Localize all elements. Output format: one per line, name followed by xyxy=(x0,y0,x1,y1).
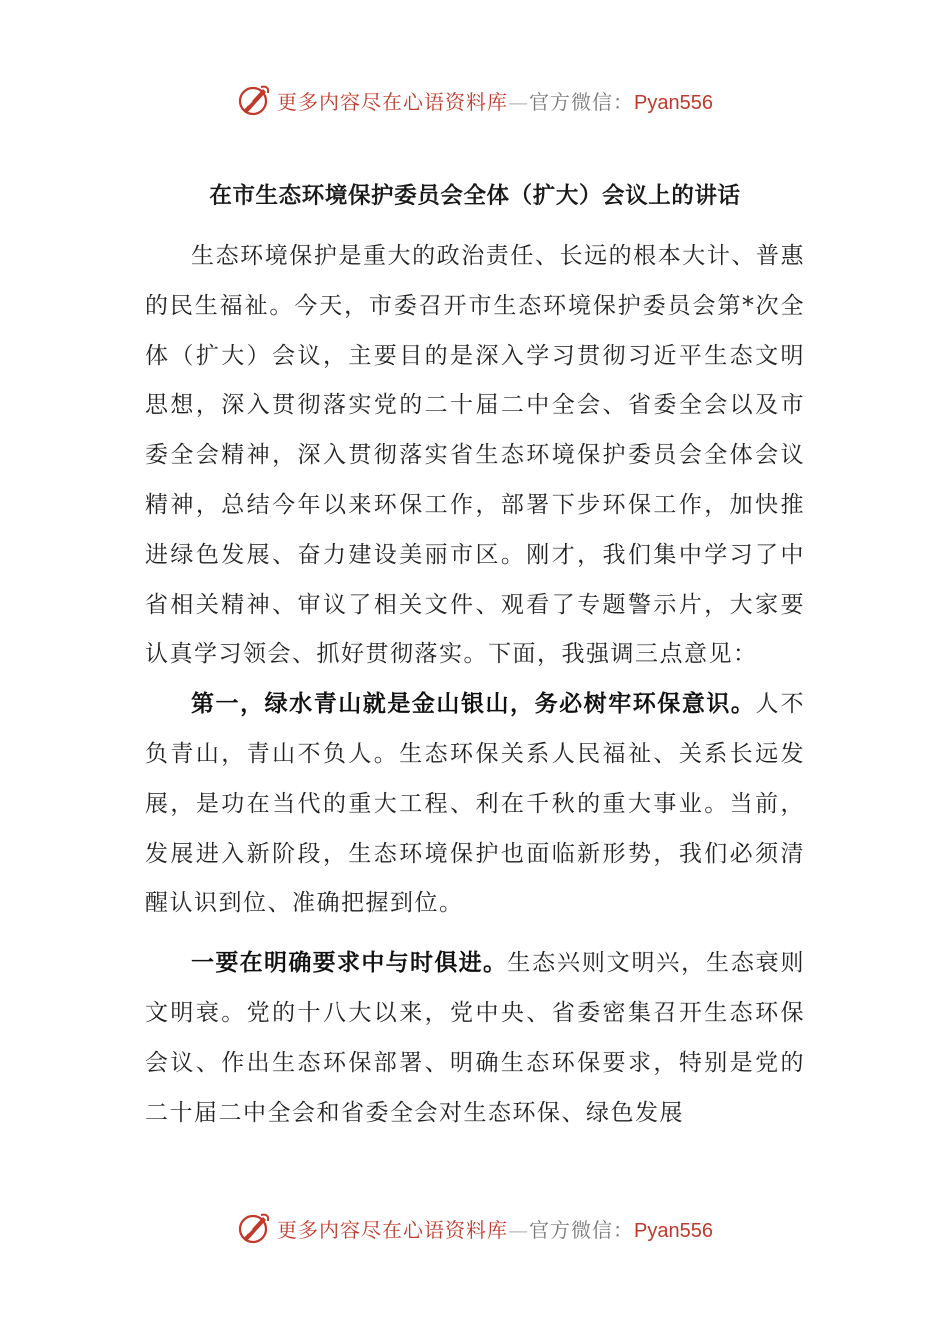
document-body xyxy=(145,232,805,1138)
document-title: 在市生态环境保护委员会全体（扩大）会议上的讲话 xyxy=(209,183,741,209)
watermark-header xyxy=(0,83,950,117)
paragraph-point-one: 第一，绿水青山就是金山银山，务必树牢环保意识。人不负青山，青山不负人。生态环保关系人民福祉、关系长远发展，是功在当代的重大工程、利在千秋的重大事业。当前，发展进入新阶段，生态环境保护也面临新形势，我们必须清醒认识到位、准确把握到位。 xyxy=(145,691,806,917)
paragraph-heading: 第一，绿水青山就是金山银山，务必树牢环保意识。 xyxy=(191,691,756,718)
paragraph-heading: 一要在明确要求中与时俱进。 xyxy=(191,950,508,977)
watermark-text: 更多内容尽在心语资料库—官方微信：Pyan556 xyxy=(277,89,713,114)
quill-logo-icon xyxy=(237,83,271,117)
paragraph-sub-point: 一要在明确要求中与时俱进。生态兴则文明兴，生态衰则文明衰。党的十八大以来，党中央、省委密集召开生态环保会议、作出生态环保部署、明确生态环保要求，特别是党的二十届二中全会和省委全会对生态环保、绿色发展 xyxy=(145,950,806,1126)
quill-logo-icon xyxy=(237,1211,271,1245)
watermark-text: 更多内容尽在心语资料库—官方微信：Pyan556 xyxy=(277,1217,713,1242)
watermark-footer xyxy=(0,1211,950,1245)
paragraph-intro: 生态环境保护是重大的政治责任、长远的根本大计、普惠的民生福祉。今天，市委召开市生态环境保护委员会第*次全体（扩大）会议，主要目的是深入学习贯彻习近平生态文明思想，深入贯彻落实党的二十届二中全会、省委全会以及市委全会精神，深入贯彻落实省生态环境保护委员会全体会议精神，总结今年以来环保工作，部署下步环保工作，加快推进绿色发展、奋力建设美丽市区。刚才，我们集中学习了中省相关精神、审议了相关文件、观看了专题警示片，大家要认真学习领会、抓好贯彻落实。下面，我强调三点意见： xyxy=(145,243,805,668)
